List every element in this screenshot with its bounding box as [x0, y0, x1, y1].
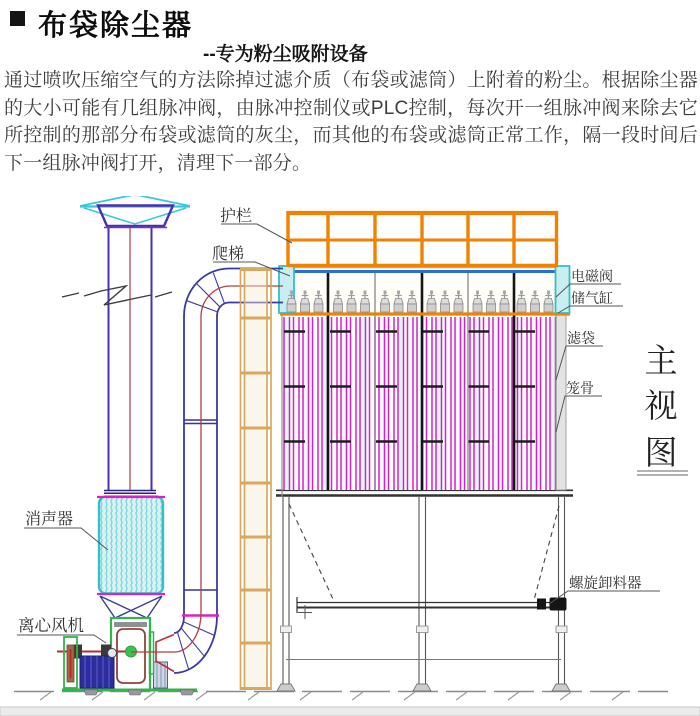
page-subtitle: --专为粉尘吸附设备 — [203, 44, 368, 65]
ground-line — [14, 692, 668, 701]
dust-collector-diagram — [0, 196, 700, 716]
guardrail-label: 护栏 — [220, 208, 253, 225]
housing-side-sheet — [556, 313, 566, 490]
fan-motor — [80, 649, 117, 689]
guardrail — [288, 211, 558, 267]
exhaust-stack — [62, 196, 190, 493]
solenoid-valve-label: 电磁阀 — [571, 268, 613, 284]
main-view-char-2: 视 — [644, 389, 678, 425]
ash-hoppers — [289, 504, 559, 600]
silencer-cone — [100, 596, 162, 618]
main-view-char-3: 图 — [644, 436, 678, 472]
access-ladder — [240, 269, 272, 690]
ladder-label: 爬梯 — [212, 246, 245, 263]
title-block — [10, 3, 193, 44]
silencer-label: 消声器 — [25, 511, 74, 528]
description-paragraph: 通过喷吹压缩空气的方法除掉过滤介质（布袋或滤筒）上附着的粉尘。根据除尘器的大小可能有几组脉冲阀，由脉冲控制仪或PLC控制，每次开一组脉冲阀来除去它所控制的那部分布袋或滤筒的灰尘，而其他的布袋或滤筒正常工作，隔一段时间后下一组脉冲阀打开，清理下一部分。 — [4, 70, 698, 174]
support-structure — [277, 497, 570, 691]
filter-bag-label: 滤袋 — [567, 330, 595, 346]
centrifugal-fan-label: 离心风机 — [18, 617, 84, 635]
section-bullet-icon — [10, 11, 25, 26]
bottom-divider-bar — [0, 707, 700, 716]
screw-conveyor — [297, 597, 567, 619]
main-view-label — [645, 344, 678, 472]
filter-housing — [276, 266, 573, 497]
cage-frame-label: 笼骨 — [566, 380, 594, 396]
rain-cap — [80, 196, 190, 228]
stack-break-symbol — [62, 286, 172, 305]
clean-air-panel-right — [556, 266, 570, 313]
air-reservoir-label: 储气缸 — [571, 290, 613, 306]
silencer — [97, 497, 165, 619]
main-view-char-1: 主 — [644, 344, 678, 380]
screw-discharger-label: 螺旋卸料器 — [569, 576, 642, 592]
page-title: 布袋除尘器 — [38, 10, 194, 42]
